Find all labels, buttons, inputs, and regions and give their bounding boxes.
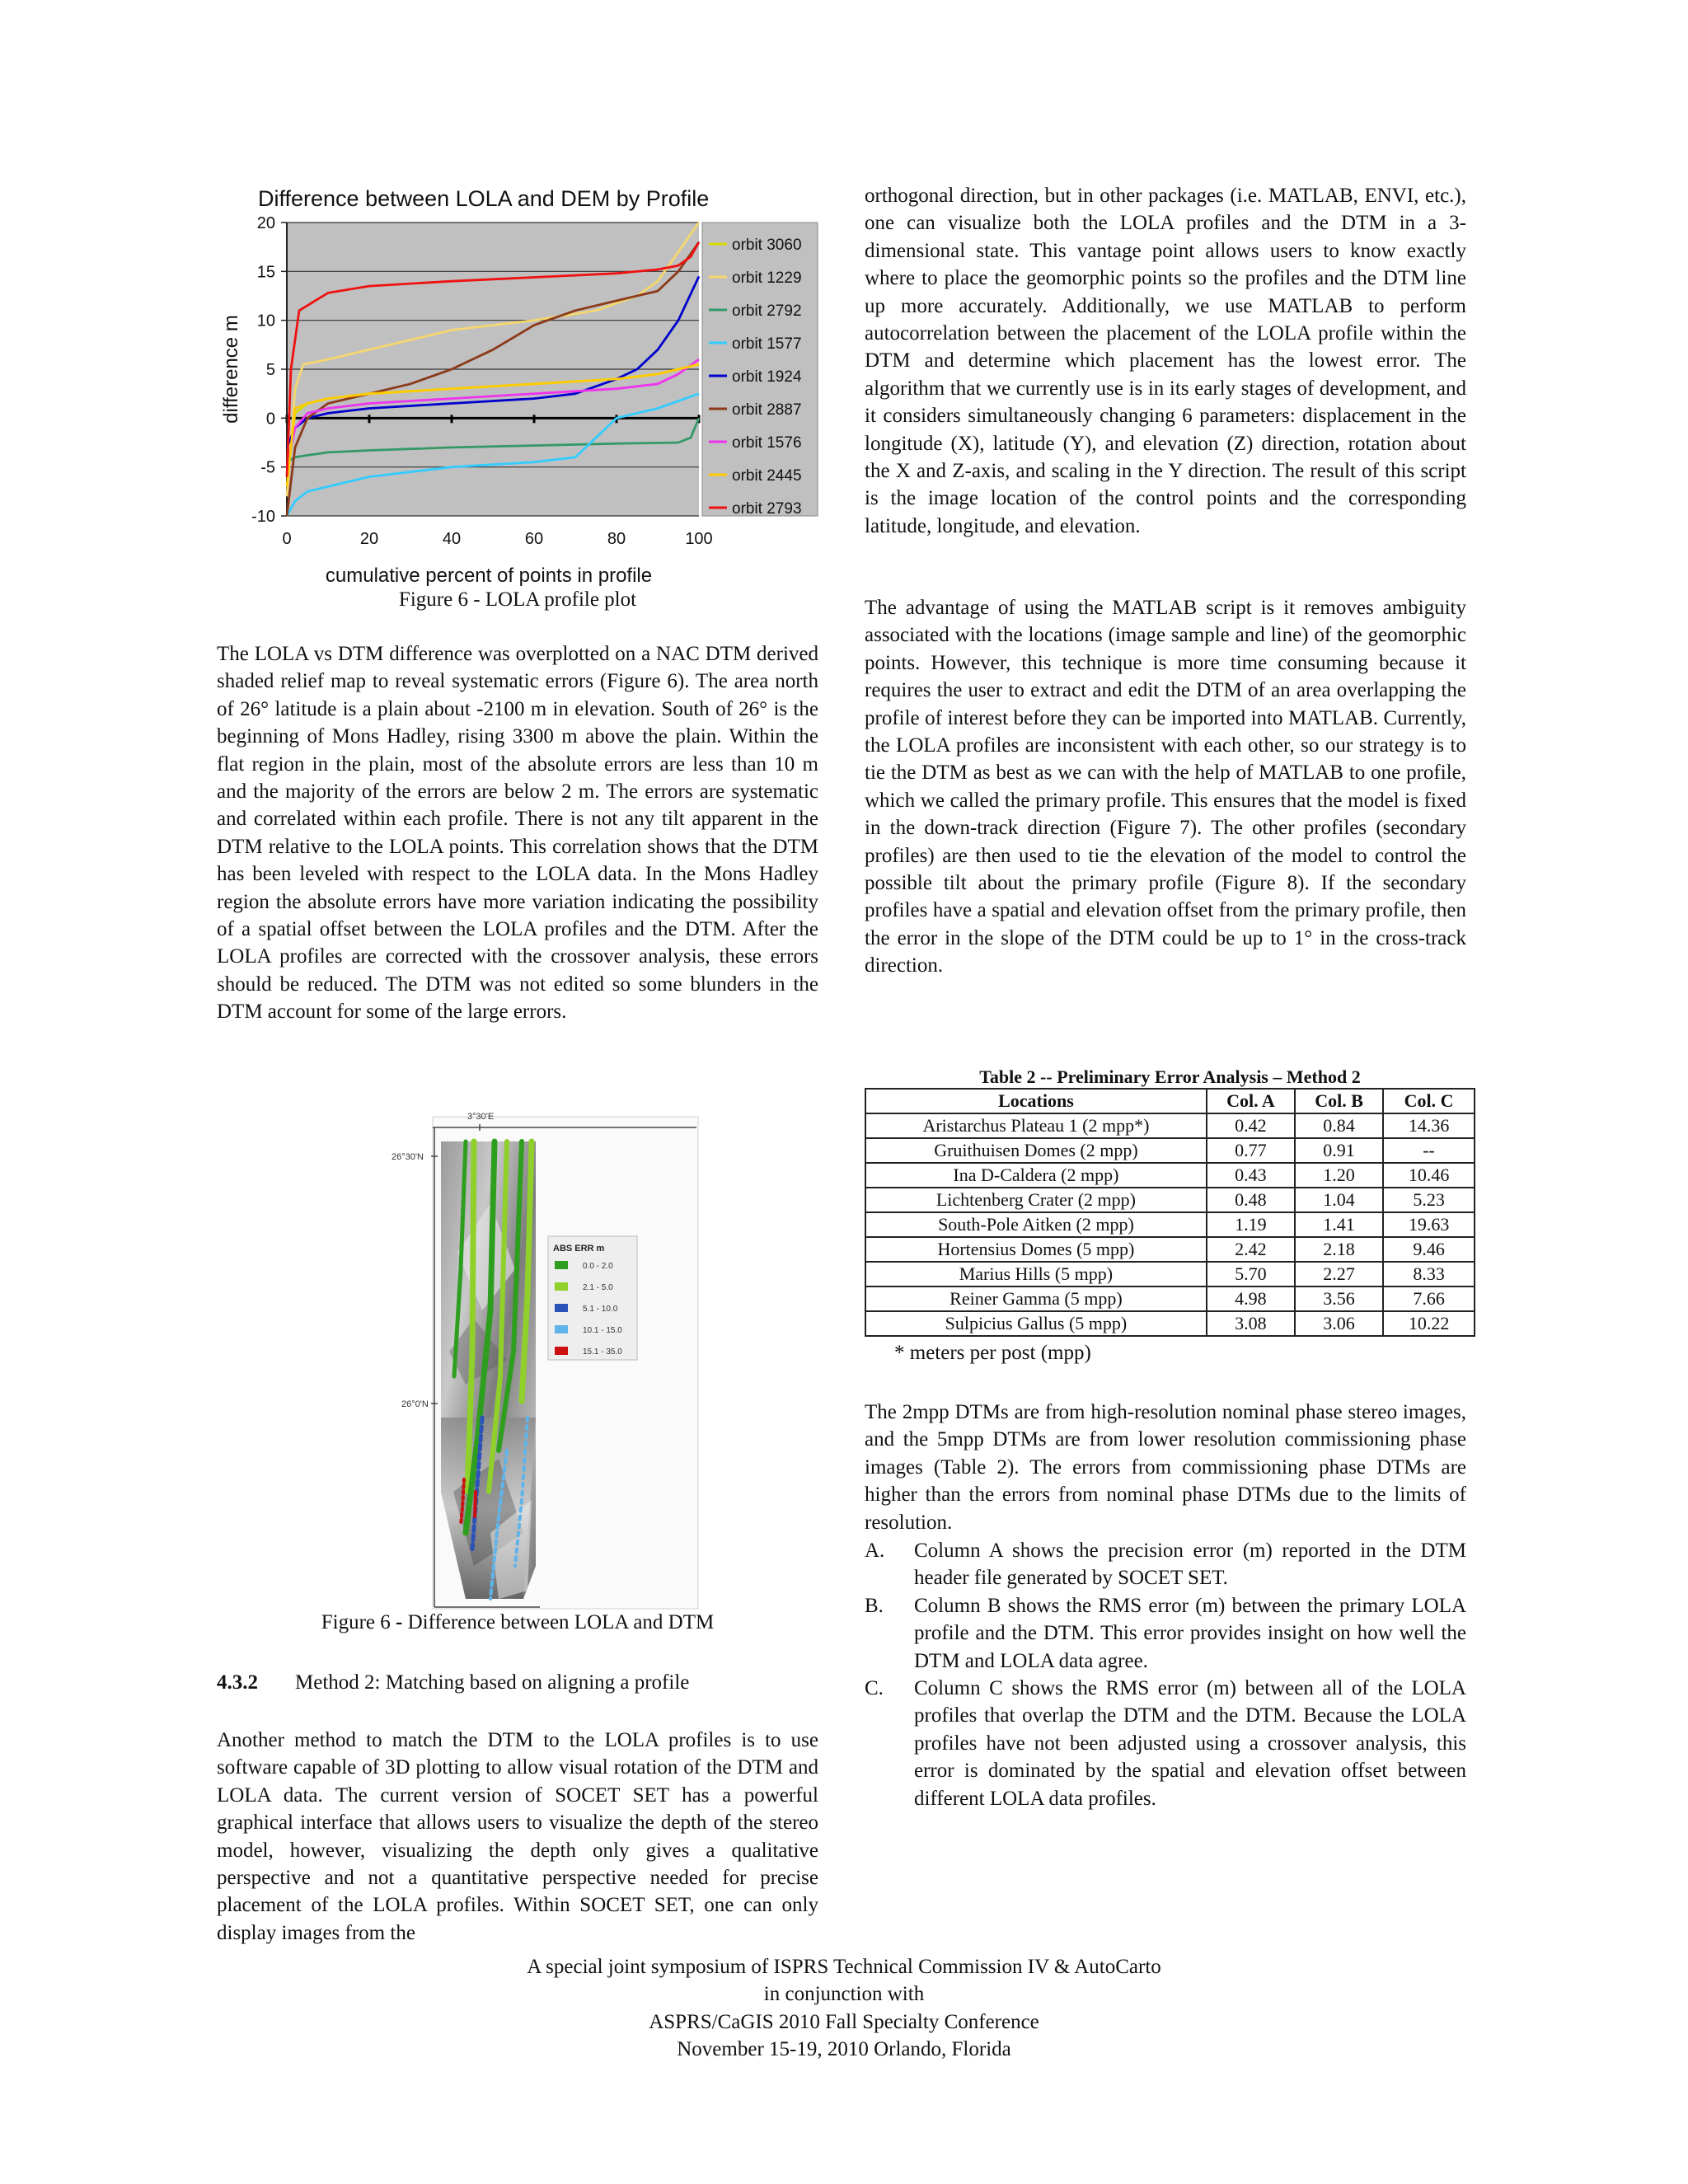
table-cell: 3.08 xyxy=(1207,1311,1295,1336)
table-header-cell: Locations xyxy=(865,1089,1207,1113)
map-lat-top-label: 26°30'N xyxy=(392,1152,424,1162)
table-cell: 3.06 xyxy=(1295,1311,1383,1336)
map-lon-label: 3°30'E xyxy=(467,1112,495,1122)
table-cell: 0.48 xyxy=(1207,1188,1295,1212)
map-lat-mid-label: 26°0'N xyxy=(401,1399,429,1409)
section-heading xyxy=(217,1671,689,1694)
footer-line-2: in conjunction with xyxy=(763,1983,925,2006)
conference-footer xyxy=(0,1953,1688,2064)
table-cell: 2.42 xyxy=(1207,1237,1295,1262)
footer-line-1: A special joint symposium of ISPRS Technical Commission IV & AutoCarto xyxy=(527,1956,1161,1978)
x-tick-label: 0 xyxy=(282,530,292,548)
caption-post: Difference between LOLA and DTM xyxy=(402,1611,715,1633)
x-tick-label: 100 xyxy=(685,530,713,548)
y-tick-label: 10 xyxy=(256,312,275,330)
x-tick-label: 20 xyxy=(359,530,379,548)
x-axis-label: cumulative percent of points in profile xyxy=(325,565,653,587)
error-analysis-table xyxy=(865,1088,1475,1337)
dtm-error-map xyxy=(375,1104,701,1611)
table-row xyxy=(865,1163,1475,1188)
map-legend xyxy=(548,1236,637,1360)
table-cell: 5.70 xyxy=(1207,1262,1295,1286)
table-row xyxy=(865,1188,1475,1212)
right-paragraph-1: orthogonal direction, but in other packages (i.e. MATLAB, ENVI, etc.), one can visualize both the LOLA profiles and the DTM in a 3-dimensional state. This vantage point allows users to know exactly where to place the geomorphic points so the profiles and the DTM line up more accurately. Additionally, we use MATLAB to perform autocorrelation between the placement of the LOLA profile within the DTM and determine which placement has the lowest error. The algorithm that we currently use is in its early stages of development, and it considers simultaneously changing 6 parameters: displacement in the longitude (X), latitude (Y), and elevation (Z) direction, rotation about the X and Z-axis, and scaling in the Y direction. The result of this script is the image location of the control points and the corresponding latitude, longitude, and elevation. xyxy=(865,185,1466,537)
map-legend-label: 10.1 - 15.0 xyxy=(583,1326,622,1335)
legend-label: orbit 1924 xyxy=(732,368,802,386)
table-cell: 4.98 xyxy=(1207,1286,1295,1311)
note-text: Column C shows the RMS error (m) between all of the LOLA profiles that overlap the DTM and the DTM. Because the LOLA profiles have not been adjusted using a crossover analysis, this error is dominated by the spatial and elevation offset between different LOLA data profiles. xyxy=(914,1677,1466,1810)
legend-label: orbit 2792 xyxy=(732,302,802,320)
y-tick-label: 5 xyxy=(265,361,275,379)
map-legend-label: 0.0 - 2.0 xyxy=(583,1262,613,1271)
legend-label: orbit 3060 xyxy=(732,237,802,254)
figure-6b-caption xyxy=(217,1611,818,1634)
table-cell: 14.36 xyxy=(1383,1113,1475,1138)
legend-label: orbit 1576 xyxy=(732,434,802,452)
table-cell: Reiner Gamma (5 mpp) xyxy=(865,1286,1207,1311)
column-notes-list xyxy=(865,1537,1466,1812)
map-legend-swatch xyxy=(555,1325,568,1333)
table-row xyxy=(865,1212,1475,1237)
caption-dash: - xyxy=(396,1611,403,1633)
note-item xyxy=(865,1675,1466,1812)
table-cell: 1.19 xyxy=(1207,1212,1295,1237)
x-tick-label: 60 xyxy=(524,530,544,548)
map-legend-swatch xyxy=(555,1347,568,1355)
table-cell: Hortensius Domes (5 mpp) xyxy=(865,1237,1207,1262)
y-tick-label: -5 xyxy=(260,458,275,477)
legend-label: orbit 2887 xyxy=(732,401,802,419)
table-cell: Sulpicius Gallus (5 mpp) xyxy=(865,1311,1207,1336)
chart-title: Difference between LOLA and DEM by Profile xyxy=(258,186,710,211)
table-cell: 5.23 xyxy=(1383,1188,1475,1212)
table-cell: 7.66 xyxy=(1383,1286,1475,1311)
table-cell: 0.77 xyxy=(1207,1138,1295,1163)
x-tick-label: 40 xyxy=(442,530,462,548)
table-cell: 2.18 xyxy=(1295,1237,1383,1262)
table-header-cell: Col. A xyxy=(1207,1089,1295,1113)
table-cell: Marius Hills (5 mpp) xyxy=(865,1262,1207,1286)
table-cell: 3.56 xyxy=(1295,1286,1383,1311)
x-tick-label: 80 xyxy=(607,530,626,548)
y-tick-label: -10 xyxy=(251,508,275,526)
note-text: Column B shows the RMS error (m) between the primary LOLA profile and the DTM. This error provides insight on how well the DTM and LOLA data agree. xyxy=(914,1594,1466,1672)
table-cell: Lichtenberg Crater (2 mpp) xyxy=(865,1188,1207,1212)
right-paragraph-3: The 2mpp DTMs are from high-resolution nominal phase stereo images, and the 5mpp DTMs are from lower resolution commissioning phase images (Table 2). The errors from commissioning phase DTMs are higher than the errors from nominal phase DTMs due to the limits of resolution. xyxy=(865,1401,1466,1534)
footer-line-3: ASPRS/CaGIS 2010 Fall Specialty Conference xyxy=(649,2010,1039,2033)
table-row xyxy=(865,1262,1475,1286)
table-cell: 1.41 xyxy=(1295,1212,1383,1237)
table-cell: 2.27 xyxy=(1295,1262,1383,1286)
table-cell: -- xyxy=(1383,1138,1475,1163)
y-tick-label: 0 xyxy=(265,410,275,429)
map-legend-label: 2.1 - 5.0 xyxy=(583,1283,613,1292)
chart-svg xyxy=(213,178,824,615)
table-cell: Aristarchus Plateau 1 (2 mpp*) xyxy=(865,1113,1207,1138)
map-legend-swatch xyxy=(555,1261,568,1269)
y-tick-label: 15 xyxy=(256,263,275,282)
left-paragraph-1: The LOLA vs DTM difference was overplotted on a NAC DTM derived shaded relief map to reveal systematic errors (Figure 6). The area north of 26° latitude is a plain about -2100 m in elevation. South of 26° is the beginning of Mons Hadley, rising 3300 m above the plain. Within the flat region in the plain, most of the absolute errors are less than 10 m and the majority of the errors are below 2 m. The errors are systematic and correlated within each profile. There is not any tilt apparent in the DTM relative to the LOLA points. This correlation shows that the DTM has been leveled with respect to the LOLA data. In the Mons Hadley region the absolute errors have more variation indicating the possibility of a spatial offset between the LOLA profiles and the DTM. After the LOLA profiles are corrected with the crossover analysis, these errors should be reduced. The DTM was not edited so some blunders in the DTM account for some of the large errors. xyxy=(217,643,818,1024)
map-legend-swatch xyxy=(555,1304,568,1312)
table-header-row xyxy=(865,1089,1475,1113)
footer-line-4: November 15-19, 2010 Orlando, Florida xyxy=(677,2038,1011,2061)
map-legend-label: 5.1 - 10.0 xyxy=(583,1305,618,1314)
figure-6a-caption: Figure 6 - LOLA profile plot xyxy=(398,588,637,611)
table-cell: South-Pole Aitken (2 mpp) xyxy=(865,1212,1207,1237)
table-cell: 1.20 xyxy=(1295,1163,1383,1188)
legend-label: orbit 1577 xyxy=(732,335,802,353)
legend-label: orbit 2793 xyxy=(732,500,802,518)
note-marker: B. xyxy=(865,1594,884,1617)
legend-label: orbit 2445 xyxy=(732,467,802,485)
caption-pre: Figure 6 xyxy=(321,1611,396,1633)
table-row xyxy=(865,1113,1475,1138)
right-paragraph-2: The advantage of using the MATLAB script is it removes ambiguity associated with the locations (image sample and line) of the geomorphic points. However, this technique is more time consuming because it requires the user to extract and edit the DTM of an area overlapping the profile of interest before they can be imported into MATLAB. Currently, the LOLA profiles are inconsistent with each other, so our strategy is to tie the DTM as best as we can with the help of MATLAB to one profile, which we called the primary profile. This ensures that the model is fixed in the down-track direction (Figure 7). The other profiles (secondary profiles) are then used to tie the elevation of the model to control the possible tilt about the primary profile (Figure 8). If the secondary profiles have a spatial and elevation offset from the primary profile, then the error in the slope of the DTM could be up to 1° in the cross-track direction. xyxy=(865,597,1466,977)
table-cell: 0.91 xyxy=(1295,1138,1383,1163)
table-2-caption: Table 2 -- Preliminary Error Analysis – Method 2 xyxy=(979,1066,1361,1087)
table-header-cell: Col. B xyxy=(1295,1089,1383,1113)
table-cell: 19.63 xyxy=(1383,1212,1475,1237)
table-row xyxy=(865,1237,1475,1262)
map-legend-label: 15.1 - 35.0 xyxy=(583,1347,622,1357)
note-marker: A. xyxy=(865,1540,885,1562)
y-axis-label: difference m xyxy=(220,315,242,424)
table-cell: 8.33 xyxy=(1383,1262,1475,1286)
table-cell: 0.42 xyxy=(1207,1113,1295,1138)
table-row xyxy=(865,1138,1475,1163)
legend-label: orbit 1229 xyxy=(732,269,802,287)
note-text: Column A shows the precision error (m) reported in the DTM header file generated by SOCET SET. xyxy=(914,1540,1466,1590)
table-cell: 1.04 xyxy=(1295,1188,1383,1212)
left-paragraph-2: Another method to match the DTM to the LOLA profiles is to use software capable of 3D plotting to allow visual rotation of the DTM and LOLA data. The current version of SOCET SET has a powerful graphical interface that allows users to visualize the depth of the stereo model, however, visualizing the depth only gives a qualitative perspective and not a quantitative perspective needed for precise placement of the LOLA profiles. Within SOCET SET, one can only display images from the xyxy=(217,1729,818,1944)
table-cell: Ina D-Caldera (2 mpp) xyxy=(865,1163,1207,1188)
table-2-note: * meters per post (mpp) xyxy=(894,1342,1091,1364)
map-legend-swatch xyxy=(555,1282,568,1291)
table-cell: 9.46 xyxy=(1383,1237,1475,1262)
table-cell: 0.43 xyxy=(1207,1163,1295,1188)
table-row xyxy=(865,1286,1475,1311)
map-svg xyxy=(375,1104,701,1611)
lola-profile-chart xyxy=(213,178,824,615)
note-marker: C. xyxy=(865,1677,884,1700)
section-number: 4.3.2 xyxy=(217,1671,258,1694)
table-header-cell: Col. C xyxy=(1383,1089,1475,1113)
note-item xyxy=(865,1537,1466,1592)
map-legend-title: ABS ERR m xyxy=(553,1244,605,1254)
table-cell: Gruithuisen Domes (2 mpp) xyxy=(865,1138,1207,1163)
table-row xyxy=(865,1311,1475,1336)
table-cell: 10.46 xyxy=(1383,1163,1475,1188)
y-tick-label: 20 xyxy=(256,214,275,232)
note-item xyxy=(865,1592,1466,1675)
table-cell: 0.84 xyxy=(1295,1113,1383,1138)
table-cell: 10.22 xyxy=(1383,1311,1475,1336)
section-title: Method 2: Matching based on aligning a profile xyxy=(295,1671,690,1694)
